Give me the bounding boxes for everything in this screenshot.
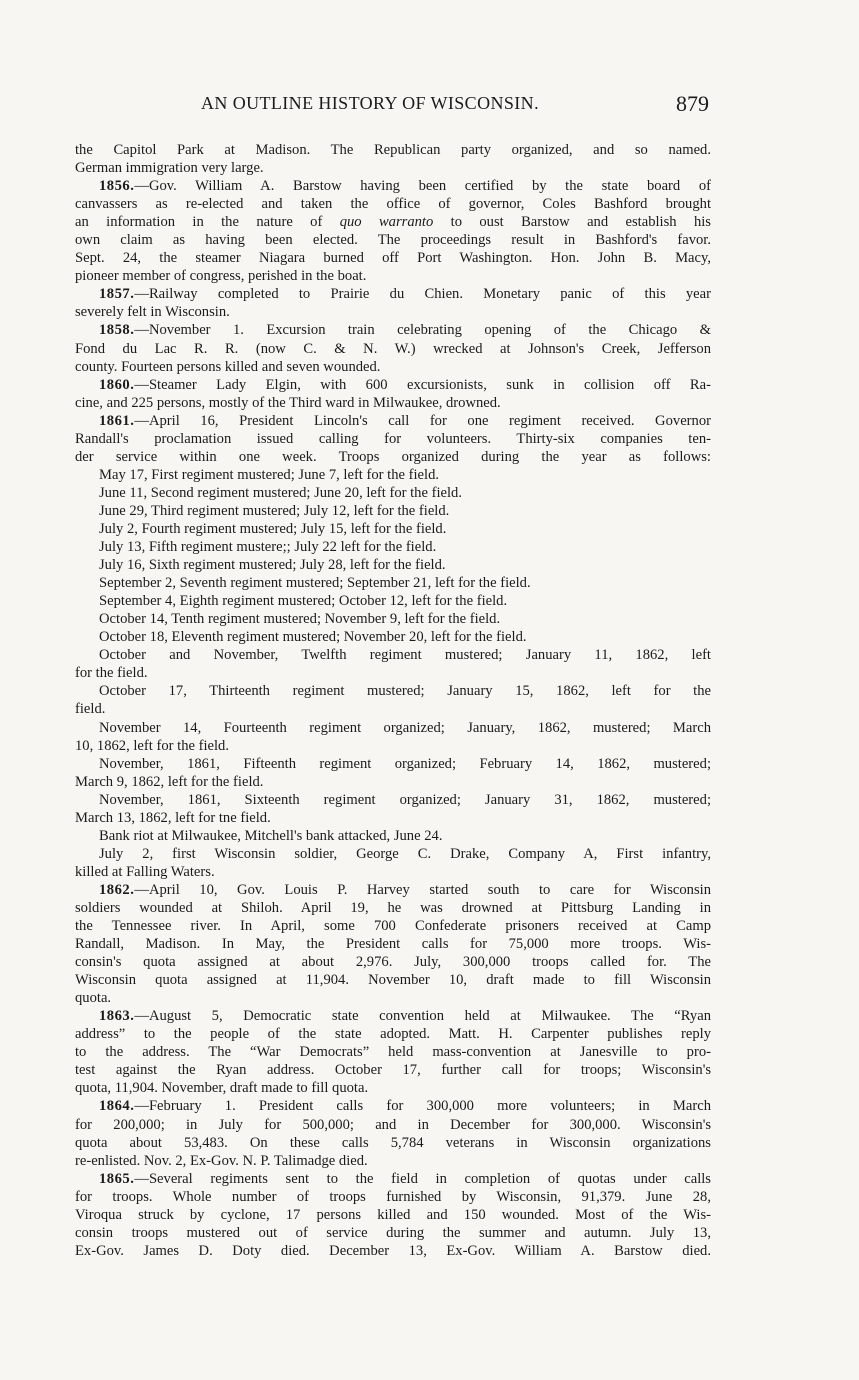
text-line <box>75 953 711 971</box>
line-text: the Capitol Park at Madison. The Republican party organized, and so named. <box>75 142 711 158</box>
line-text: October and November, Twelfth regiment mustered; January 11, 1862, left <box>99 647 711 664</box>
line-text: the Tennessee river. In April, some 700 Confederate prisoners received at Camp <box>75 918 711 935</box>
line-text: for the field. <box>75 665 148 682</box>
text-line <box>75 159 711 177</box>
text-line <box>75 466 711 484</box>
text-line <box>75 1116 711 1134</box>
text-line <box>75 502 711 520</box>
text-line <box>75 917 711 935</box>
text-line <box>75 682 711 700</box>
text-line <box>75 285 711 303</box>
year-heading: 1861. <box>99 412 135 429</box>
line-text: July 16, Sixth regiment mustered; July 28, left for the field. <box>99 557 446 574</box>
line-text: —February 1. President calls for 300,000 more volunteers; in March <box>134 1098 711 1115</box>
line-text: July 2, Fourth regiment mustered; July 15, left for the field. <box>99 520 447 537</box>
line-text: July 2, first Wisconsin soldier, George C. Drake, Company A, First infantry, <box>99 845 711 862</box>
line-text: October 14, Tenth regiment mustered; November 9, left for the field. <box>99 611 501 628</box>
text-line <box>75 1152 711 1170</box>
line-text: —Railway completed to Prairie du Chien. Monetary panic of this year <box>134 286 711 303</box>
text-line <box>75 267 711 285</box>
line-text: —Gov. William A. Barstow having been certified by the state board of <box>134 178 711 195</box>
text-line <box>75 231 711 249</box>
line-text: severely felt in Wisconsin. <box>75 304 230 321</box>
line-text: June 29, Third regiment mustered; July 12, left for the field. <box>99 502 450 519</box>
line-text: cine, and 225 persons, mostly of the Third ward in Milwaukee, drowned. <box>75 394 501 411</box>
line-text: soldiers wounded at Shiloh. April 19, he was drowned at Pittsburg Landing in <box>75 899 711 916</box>
text-line <box>75 935 711 953</box>
line-text: address” to the people of the state adopted. Matt. H. Carpenter publishes reply <box>75 1026 711 1043</box>
text-line <box>75 719 711 737</box>
line-text: Sept. 24, the steamer Niagara burned off Port Washington. Hon. John B. Macy, <box>75 250 711 267</box>
line-text: county. Fourteen persons killed and seven wounded. <box>75 358 381 375</box>
line-text: German immigration very large. <box>75 160 264 177</box>
text-line <box>75 574 711 592</box>
text-line <box>75 321 711 339</box>
text-line <box>75 791 711 809</box>
line-text: pioneer member of congress, perished in the boat. <box>75 268 367 285</box>
line-text: Ex-Gov. James D. Doty died. December 13, Ex-Gov. William A. Barstow died. <box>75 1242 711 1259</box>
line-text: test against the Ryan address. October 17, further call for troops; Wisconsin's <box>75 1062 711 1079</box>
year-heading: 1862. <box>99 881 135 898</box>
year-heading: 1865. <box>99 1170 135 1187</box>
text-line <box>75 1043 711 1061</box>
line-text: November 14, Fourteenth regiment organized; January, 1862, mustered; March <box>99 719 711 736</box>
line-text: March 13, 1862, left for tne field. <box>75 809 271 826</box>
line-text: —Several regiments sent to the field in completion of quotas under calls <box>134 1170 711 1187</box>
line-text: to the address. The “War Democrats” held mass-convention at Janesville to pro- <box>75 1044 711 1061</box>
line-text: —April 10, Gov. Louis P. Harvey started south to care for Wisconsin <box>134 881 711 898</box>
text-line <box>75 141 711 159</box>
text-line <box>75 448 711 466</box>
body-text <box>75 141 711 1260</box>
text-line <box>75 592 711 610</box>
line-text: canvassers as re-elected and taken the office of governor, Coles Bashford brought <box>75 196 711 213</box>
line-text: Randall's proclamation issued calling for volunteers. Thirty-six companies ten- <box>75 430 711 447</box>
text-line <box>75 899 711 917</box>
text-line <box>75 1206 711 1224</box>
text-line <box>75 881 711 899</box>
text-line <box>75 628 711 646</box>
text-line <box>75 1007 711 1025</box>
text-line <box>75 195 711 213</box>
line-text: —August 5, Democratic state convention held at Milwaukee. The “Ryan <box>134 1008 711 1025</box>
text-line <box>75 213 711 231</box>
text-line <box>75 863 711 881</box>
line-text: quota, 11,904. November, draft made to fill quota. <box>75 1080 369 1097</box>
line-text: Wisconsin quota assigned at 11,904. November 10, draft made to fill Wisconsin <box>75 972 711 989</box>
text-line <box>75 755 711 773</box>
line-text: Randall, Madison. In May, the President calls for 75,000 more troops. Wis- <box>75 936 711 953</box>
text-line <box>75 646 711 664</box>
line-text: May 17, First regiment mustered; June 7, left for the field. <box>99 466 440 483</box>
text-line <box>75 538 711 556</box>
year-heading: 1864. <box>99 1098 135 1115</box>
line-text: Viroqua struck by cyclone, 17 persons killed and 150 wounded. Most of the Wis- <box>75 1206 711 1223</box>
running-title: AN OUTLINE HISTORY OF WISCONSIN. <box>201 93 539 113</box>
text-line <box>75 989 711 1007</box>
line-text: consin troops mustered out of service during the summer and autumn. July 13, <box>75 1224 711 1241</box>
text-line <box>75 177 711 195</box>
line-text-continued: to oust Barstow and establish his <box>433 214 711 231</box>
text-line <box>75 376 711 394</box>
line-text: for 200,000; in July for 500,000; and in December for 300,000. Wisconsin's <box>75 1116 711 1133</box>
year-heading: 1856. <box>99 178 135 195</box>
text-line <box>75 610 711 628</box>
text-line <box>75 520 711 538</box>
line-text: quota about 53,483. On these calls 5,784 veterans in Wisconsin organizations <box>75 1134 711 1151</box>
line-text: quota. <box>75 990 112 1007</box>
line-text: field. <box>75 701 106 718</box>
line-text: 10, 1862, left for the field. <box>75 737 230 754</box>
line-text: Fond du Lac R. R. (now C. & N. W.) wrecked at Johnson's Creek, Jefferson <box>75 340 711 357</box>
text-line <box>75 1025 711 1043</box>
text-line <box>75 971 711 989</box>
text-line <box>75 700 711 718</box>
year-heading: 1860. <box>99 376 135 393</box>
year-heading: 1858. <box>99 322 135 339</box>
text-line <box>75 556 711 574</box>
italic-term: quo warranto <box>339 214 434 231</box>
line-text: an information in the nature of <box>75 214 340 231</box>
line-text: October 17, Thirteenth regiment mustered; January 15, 1862, left for the <box>99 683 711 700</box>
text-line <box>75 394 711 412</box>
text-line <box>75 1079 711 1097</box>
text-line <box>75 1097 711 1115</box>
text-line <box>75 1224 711 1242</box>
line-text: for troops. Whole number of troops furnished by Wisconsin, 91,379. June 28, <box>75 1188 711 1205</box>
line-text: March 9, 1862, left for the field. <box>75 773 264 790</box>
line-text: der service within one week. Troops organized during the year as follows: <box>75 448 711 465</box>
text-line <box>75 827 711 845</box>
text-line <box>75 1242 711 1260</box>
text-line <box>75 773 711 791</box>
page-number: 879 <box>676 91 709 116</box>
text-line <box>75 340 711 358</box>
text-line <box>75 1188 711 1206</box>
line-text: July 13, Fifth regiment mustere;; July 22 left for the field. <box>99 539 437 556</box>
line-text: re-enlisted. Nov. 2, Ex-Gov. N. P. Talimadge died. <box>75 1152 368 1169</box>
text-line <box>75 1061 711 1079</box>
text-line <box>75 412 711 430</box>
line-text: November, 1861, Sixteenth regiment organized; January 31, 1862, mustered; <box>99 791 711 808</box>
text-line <box>75 249 711 267</box>
text-line <box>75 303 711 321</box>
line-text: October 18, Eleventh regiment mustered; November 20, left for the field. <box>99 629 527 646</box>
line-text: —Steamer Lady Elgin, with 600 excursionists, sunk in collision off Ra- <box>134 376 711 393</box>
year-heading: 1863. <box>99 1008 135 1025</box>
text-line <box>75 845 711 863</box>
text-line <box>75 430 711 448</box>
line-text: June 11, Second regiment mustered; June 20, left for the field. <box>99 484 462 501</box>
line-text: September 4, Eighth regiment mustered; October 12, left for the field. <box>99 593 508 610</box>
line-text: consin's quota assigned at about 2,976. July, 300,000 troops called for. The <box>75 954 711 971</box>
text-line <box>75 664 711 682</box>
text-line <box>75 484 711 502</box>
line-text: killed at Falling Waters. <box>75 863 215 880</box>
page-header <box>0 93 859 123</box>
line-text: November, 1861, Fifteenth regiment organized; February 14, 1862, mustered; <box>99 755 711 772</box>
line-text: —November 1. Excursion train celebrating opening of the Chicago & <box>134 322 711 339</box>
text-line <box>75 1134 711 1152</box>
line-text: own claim as having been elected. The proceedings result in Bashford's favor. <box>75 232 711 249</box>
text-line <box>75 1170 711 1188</box>
line-text: September 2, Seventh regiment mustered; September 21, left for the field. <box>99 575 531 592</box>
text-line <box>75 809 711 827</box>
year-heading: 1857. <box>99 286 135 303</box>
text-line <box>75 737 711 755</box>
text-line <box>75 358 711 376</box>
line-text: —April 16, President Lincoln's call for one regiment received. Governor <box>134 412 711 429</box>
line-text: Bank riot at Milwaukee, Mitchell's bank attacked, June 24. <box>99 827 443 844</box>
